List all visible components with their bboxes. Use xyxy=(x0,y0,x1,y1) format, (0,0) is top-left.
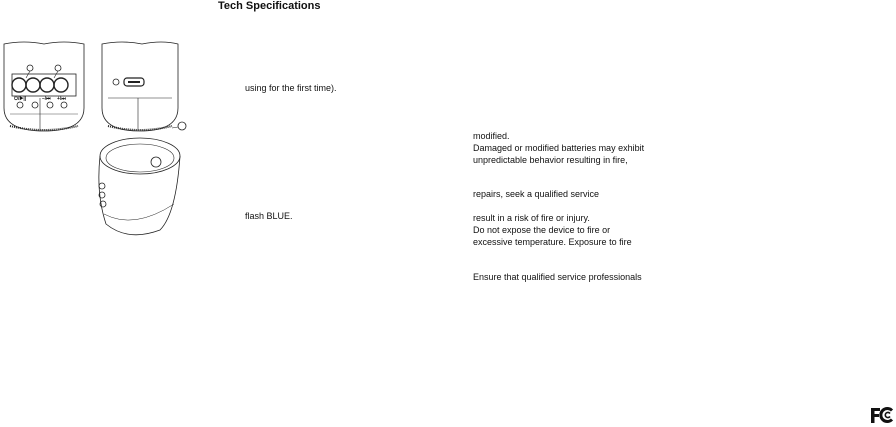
speaker-back-diagram xyxy=(98,38,190,136)
safety-line: excessive temperature. Exposure to fire xyxy=(473,237,632,247)
speaker-front-diagram xyxy=(0,38,88,136)
speaker-tilted-diagram xyxy=(88,134,184,246)
spec-heading: Tech Specifications xyxy=(218,0,321,12)
fcc-logo xyxy=(870,406,896,424)
button-label-next: +/⏭ xyxy=(57,96,66,102)
safety-line: result in a risk of fire or injury. xyxy=(473,213,590,223)
button-label-power: ⏻/▶|| xyxy=(14,96,27,102)
safety-line: Damaged or modified batteries may exhibit xyxy=(473,143,645,153)
safety-line: Ensure that qualified service professionals xyxy=(473,272,642,282)
instruction-line: flash BLUE. xyxy=(245,211,293,221)
button-label-prev: –/⏮ xyxy=(42,96,51,102)
safety-line: repairs, seek a qualified service xyxy=(473,189,600,199)
safety-line: Do not expose the device to fire or xyxy=(473,225,611,235)
safety-line: unpredictable behavior resulting in fire, xyxy=(473,155,628,165)
instruction-line: using for the first time). xyxy=(245,83,337,93)
safety-line: modified. xyxy=(473,131,510,141)
